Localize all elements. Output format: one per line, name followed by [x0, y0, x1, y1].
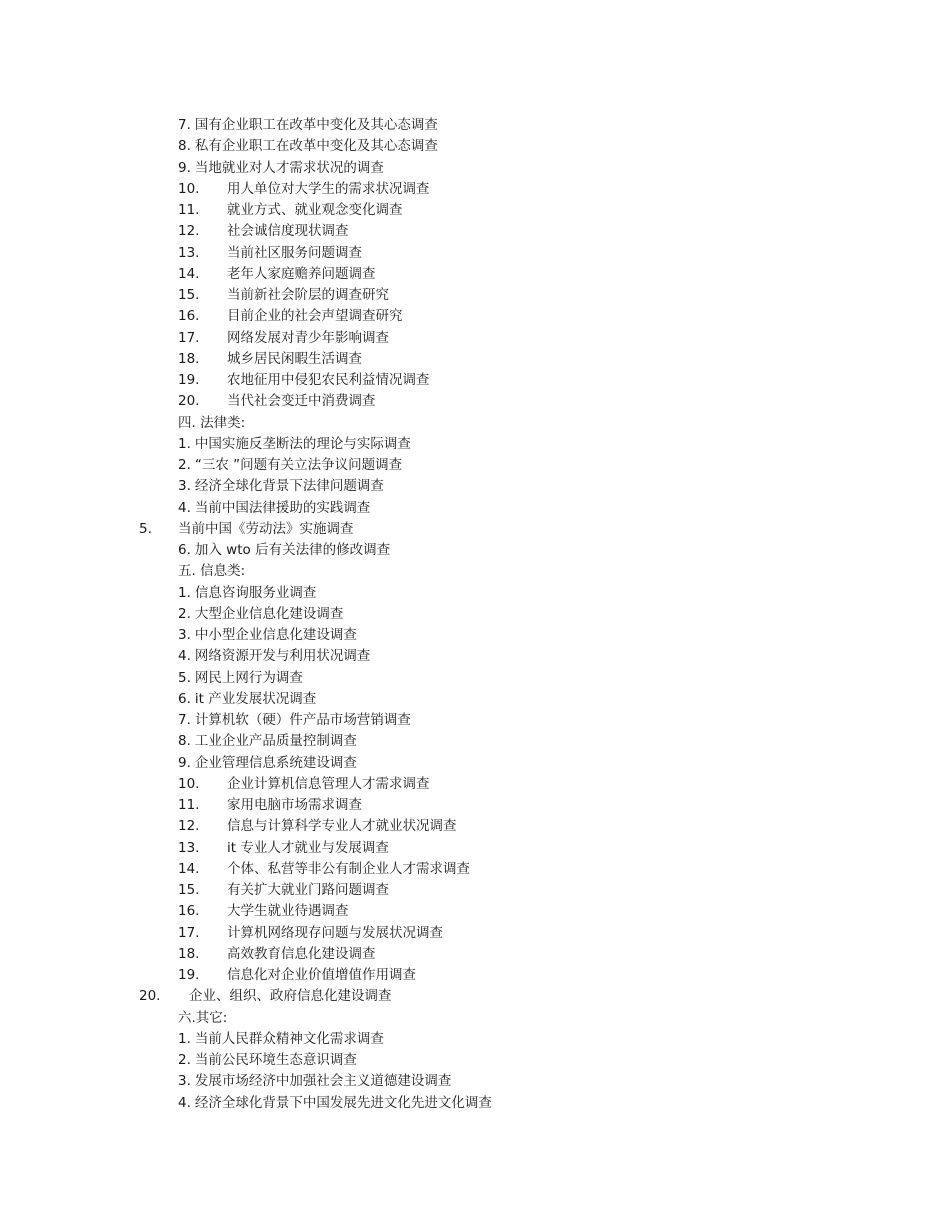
item-number: 6. — [178, 690, 191, 707]
item-number: 19. — [178, 967, 200, 983]
list-item — [178, 115, 438, 136]
item-number: 11. — [178, 797, 200, 813]
item-text: 当前中国法律援助的实践调查 — [194, 499, 371, 516]
item-text: 当代社会变迁中消费调查 — [227, 393, 376, 410]
item-text: “三农 ”问题有关立法争议问题调查 — [194, 457, 403, 473]
item-number: 18. — [178, 350, 200, 367]
list-item — [178, 498, 370, 519]
item-number: 12. — [178, 223, 200, 240]
item-number: 6. — [178, 542, 191, 558]
item-text: 五. 信息类: — [178, 563, 246, 580]
item-text: 农地征用中侵犯农民利益情况调查 — [227, 372, 430, 388]
item-number: 14. — [178, 860, 200, 877]
item-text: 当前新社会阶层的调查研究 — [227, 287, 389, 303]
item-text: 当前中国《劳动法》实施调查 — [178, 520, 354, 537]
item-number: 13. — [178, 839, 200, 856]
list-item — [178, 136, 438, 157]
item-text: 当前公民环境生态意识调查 — [194, 1052, 357, 1068]
item-number: 3. — [178, 627, 191, 643]
item-text: 经济全球化背景下中国发展先进文化先进文化调查 — [194, 1094, 492, 1111]
list-item — [178, 1029, 384, 1050]
item-text: 大学生就业待遇调查 — [227, 903, 349, 920]
item-text: 个体、私营等非公有制企业人才需求调查 — [227, 860, 470, 877]
list-item — [178, 476, 384, 497]
item-text: 当地就业对人才需求状况的调查 — [194, 159, 384, 176]
list-item — [178, 646, 370, 667]
item-number: 1. — [178, 584, 191, 601]
list-item — [178, 689, 316, 710]
item-text: 家用电脑市场需求调查 — [227, 797, 362, 813]
item-number: 4. — [178, 1094, 191, 1111]
item-text: 六.其它: — [178, 1009, 228, 1026]
item-text: 大型企业信息化建设调查 — [194, 605, 344, 622]
item-text: 企业管理信息系统建设调查 — [194, 754, 357, 771]
item-number: 3. — [178, 1073, 191, 1090]
item-number: 11. — [178, 202, 200, 218]
item-number: 15. — [178, 882, 200, 898]
item-number: 5. — [178, 669, 191, 686]
item-text: 目前企业的社会声望调查研究 — [227, 308, 403, 325]
item-text: 工业企业产品质量控制调查 — [194, 733, 357, 750]
item-number: 19. — [178, 372, 200, 388]
item-text: 当前社区服务问题调查 — [227, 244, 362, 261]
item-number: 10. — [178, 775, 200, 792]
item-text: 经济全球化背景下法律问题调查 — [194, 478, 384, 495]
item-text: 社会诚信度现状调查 — [227, 223, 349, 240]
list-item — [178, 731, 357, 752]
list-item — [178, 710, 411, 731]
item-number: 4. — [178, 648, 191, 665]
list-item — [178, 604, 343, 625]
item-text: 用人单位对大学生的需求状况调查 — [227, 180, 430, 197]
item-number: 15. — [178, 287, 200, 303]
item-number: 9. — [178, 159, 191, 176]
item-number: 13. — [178, 244, 200, 261]
item-number: 7. — [178, 712, 191, 728]
item-text: 中小型企业信息化建设调查 — [194, 627, 357, 643]
item-number: 9. — [178, 754, 191, 771]
item-text: 有关扩大就业门路问题调查 — [227, 882, 389, 898]
item-number: 2. — [178, 1052, 191, 1068]
list-item — [178, 668, 303, 689]
item-text: 网络资源开发与利用状况调查 — [194, 648, 371, 665]
list-item — [178, 1050, 357, 1071]
list-item — [178, 583, 316, 604]
list-item — [178, 625, 357, 646]
item-number: 1. — [178, 1030, 191, 1047]
item-text: 企业、组织、政府信息化建设调查 — [189, 988, 392, 1005]
item-number: 7. — [178, 117, 191, 133]
list-item — [178, 1071, 451, 1092]
item-number: 17. — [178, 329, 200, 346]
list-item — [178, 455, 402, 476]
item-number: 5. — [139, 520, 152, 537]
item-text: 计算机软（硬）件产品市场营销调查 — [194, 712, 411, 728]
item-number: 3. — [178, 478, 191, 495]
item-number: 2. — [178, 605, 191, 622]
item-text: 就业方式、就业观念变化调查 — [227, 202, 403, 218]
item-text: 信息化对企业价值增值作用调查 — [227, 967, 416, 983]
item-text: 网民上网行为调查 — [194, 669, 303, 686]
item-text: 加入 wto 后有关法律的修改调查 — [194, 542, 391, 558]
list-item — [178, 434, 411, 455]
item-text: 计算机网络现存问题与发展状况调查 — [227, 924, 443, 941]
item-number: 4. — [178, 499, 191, 516]
item-text: it 产业发展状况调查 — [194, 690, 317, 707]
item-text: 当前人民群众精神文化需求调查 — [194, 1030, 384, 1047]
item-number: 17. — [178, 924, 200, 941]
item-text: 企业计算机信息管理人才需求调查 — [227, 775, 430, 792]
item-number: 16. — [178, 308, 200, 325]
item-number: 2. — [178, 457, 191, 473]
item-number: 18. — [178, 945, 200, 962]
list-item — [178, 158, 384, 179]
item-text: 城乡居民闲暇生活调查 — [227, 350, 362, 367]
item-number: 10. — [178, 180, 200, 197]
item-number: 1. — [178, 435, 191, 452]
item-number: 14. — [178, 265, 200, 282]
item-number: 20. — [178, 393, 200, 410]
item-text: 四. 法律类: — [178, 414, 246, 431]
item-text: 老年人家庭赡养问题调查 — [227, 265, 376, 282]
list-item — [178, 1093, 492, 1114]
list-item — [178, 540, 390, 561]
item-text: 私有企业职工在改革中变化及其心态调查 — [194, 138, 438, 155]
item-text: 信息咨询服务业调查 — [194, 584, 317, 601]
item-text: 网络发展对青少年影响调查 — [227, 329, 389, 346]
item-number: 16. — [178, 903, 200, 920]
item-text: 高效教育信息化建设调查 — [227, 945, 376, 962]
item-text: 国有企业职工在改革中变化及其心态调查 — [194, 117, 438, 133]
item-number: 8. — [178, 733, 191, 750]
item-text: 发展市场经济中加强社会主义道德建设调查 — [194, 1073, 452, 1090]
item-text: 中国实施反垄断法的理论与实际调查 — [194, 435, 411, 452]
item-text: it 专业人才就业与发展调查 — [227, 839, 389, 856]
item-number: 12. — [178, 818, 200, 835]
item-text: 信息与计算科学专业人才就业状况调查 — [227, 818, 457, 835]
list-item — [178, 753, 357, 774]
item-number: 8. — [178, 138, 191, 155]
item-number: 20. — [139, 988, 161, 1005]
